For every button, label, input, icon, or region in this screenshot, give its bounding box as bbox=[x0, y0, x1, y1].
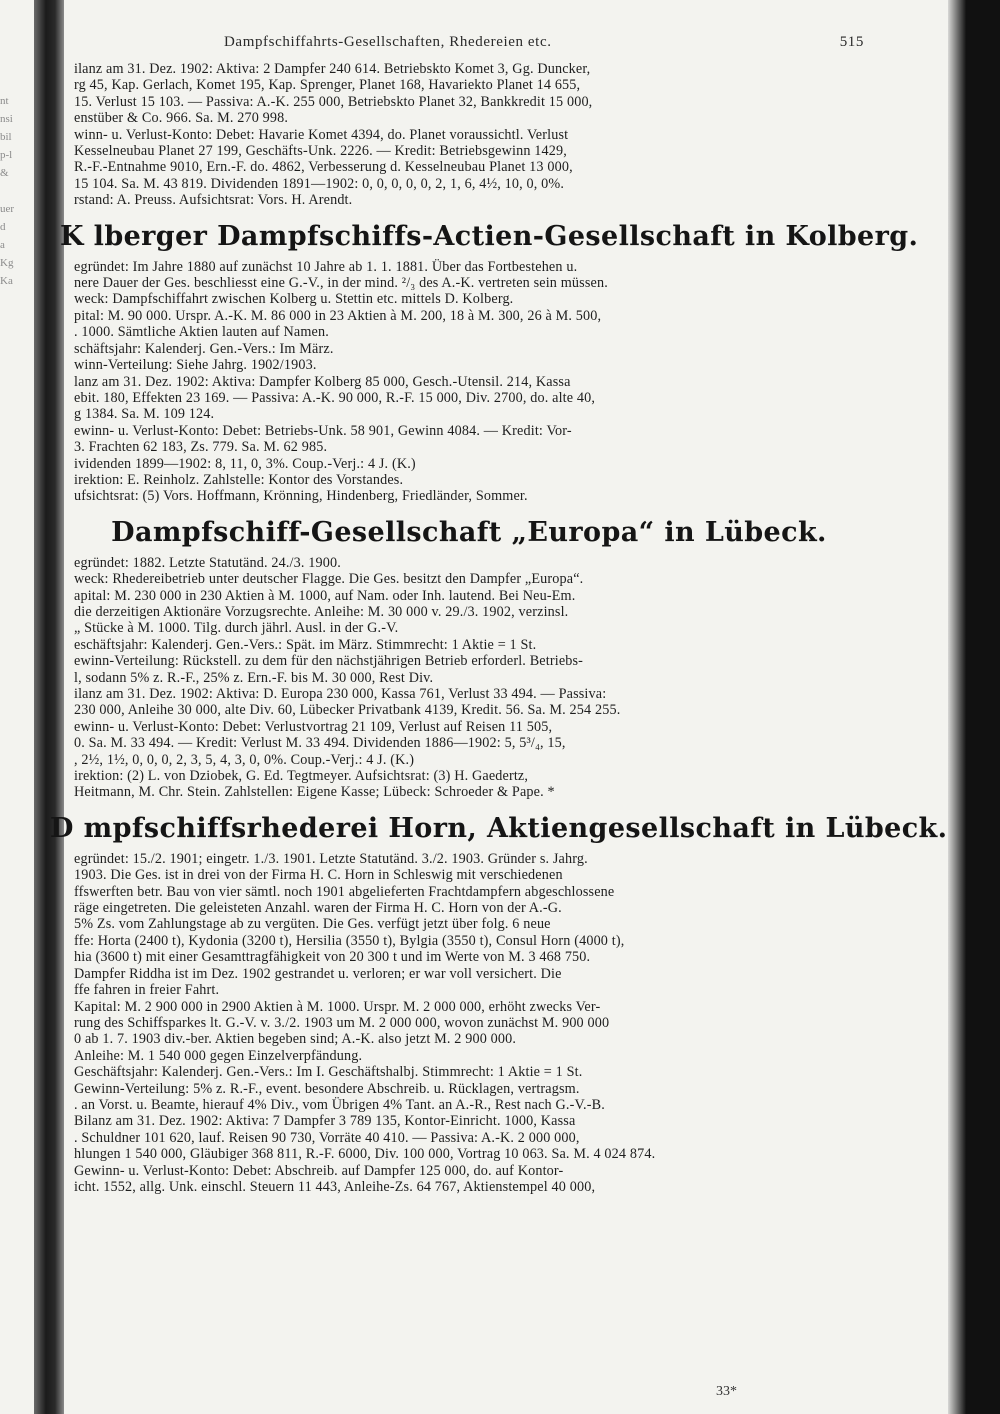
gutter-fragment: p-l bbox=[0, 150, 13, 161]
text-line: egründet: 1882. Letzte Statutänd. 24./3. 1900. bbox=[74, 554, 341, 571]
text-line: ividenden 1899—1902: 8, 11, 0, 3%. Coup.-Verj.: 4 J. (K.) bbox=[74, 455, 416, 472]
text-line: Gewinn-Verteilung: 5% z. R.-F., event. besondere Abschreib. u. Rücklagen, vertragsm. bbox=[74, 1080, 580, 1097]
section-horn bbox=[50, 809, 948, 1196]
gutter-fragment: a bbox=[0, 240, 5, 251]
page-number: 515 bbox=[839, 34, 864, 50]
text-line: , 2½, 1½, 0, 0, 0, 2, 3, 5, 4, 3, 0, 0%. Coup.-Verj.: 4 J. (K.) bbox=[74, 751, 415, 768]
text-line: egründet: 15./2. 1901; eingetr. 1./3. 1901. Letzte Statutänd. 3./2. 1903. Gründer s. Jahrg. bbox=[74, 850, 588, 867]
gutter-fragment: nt bbox=[0, 96, 9, 107]
signature-mark: 33* bbox=[716, 1384, 737, 1399]
text-line: „ Stücke à M. 1000. Tilg. durch jährl. Ausl. in der G.-V. bbox=[74, 620, 399, 637]
text-line: 15 104. Sa. M. 43 819. Dividenden 1891—1902: 0, 0, 0, 0, 0, 2, 1, 6, 4½, 10, 0, 0%. bbox=[74, 175, 565, 192]
text-line: ffswerften betr. Bau von vier sämtl. noch 1901 abgelieferten Frachtdampfern abgeschlossene bbox=[74, 883, 615, 900]
text-line: . 1000. Sämtliche Aktien lauten auf Namen. bbox=[74, 324, 329, 341]
text-line: ewinn- u. Verlust-Konto: Debet: Verlustvortrag 21 109, Verlust auf Reisen 11 505, bbox=[74, 718, 553, 735]
gutter-fragment: & bbox=[0, 168, 9, 179]
text-line: R.-F.-Entnahme 9010, Ern.-F. do. 4862, Verbesserung d. Kesselneubau Planet 13 000, bbox=[74, 159, 573, 176]
text-line: 3. Frachten 62 183, Zs. 779. Sa. M. 62 985. bbox=[74, 439, 328, 456]
text-line: ebit. 180, Effekten 23 169. — Passiva: A.-K. 90 000, R.-F. 15 000, Div. 2700, do. alte 40, bbox=[74, 389, 596, 406]
text-line: 0 ab 1. 7. 1903 div.-ber. Aktien begeben sind; A.-K. also jetzt M. 2 900 000. bbox=[74, 1031, 517, 1048]
section-kolberg bbox=[60, 217, 919, 505]
text-line: eschäftsjahr: Kalenderj. Gen.-Vers.: Spät. im März. Stimmrecht: 1 Aktie = 1 St. bbox=[74, 636, 537, 653]
text-line: ilanz am 31. Dez. 1902: Aktiva: 2 Dampfer 240 614. Betriebskto Komet 3, Gg. Duncker, bbox=[74, 61, 591, 77]
binding-shadow bbox=[34, 0, 64, 1414]
text-line: ffe fahren in freier Fahrt. bbox=[74, 982, 220, 999]
text-line: 15. Verlust 15 103. — Passiva: A.-K. 255 000, Betriebskto Planet 32, Bankkredit 15 000, bbox=[74, 93, 593, 110]
text-line: l, sodann 5% z. R.-F., 25% z. Ern.-F. bis M. 30 000, Rest Div. bbox=[74, 669, 434, 686]
text-line: Bilanz am 31. Dez. 1902: Aktiva: 7 Dampfer 3 789 135, Kontor-Einricht. 1000, Kassa bbox=[74, 1113, 576, 1130]
text-line: ufsichtsrat: (5) Vors. Hoffmann, Krönning, Hindenberg, Friedländer, Sommer. bbox=[74, 488, 528, 505]
text-line: rstand: A. Preuss. Aufsichtsrat: Vors. H. Arendt. bbox=[74, 192, 353, 209]
text-line: Gewinn- u. Verlust-Konto: Debet: Abschreib. auf Dampfer 125 000, do. auf Kontor- bbox=[74, 1162, 564, 1179]
text-line: ffe: Horta (2400 t), Kydonia (3200 t), Hersilia (3550 t), Bylgia (3550 t), Consul Horn (4000 t), bbox=[74, 932, 625, 949]
text-line: 1903. Die Ges. ist in drei von der Firma H. C. Horn in Schleswig mit verschiedenen bbox=[74, 867, 563, 884]
text-line: räge eingetreten. Die geleisteten Anzahl. waren der Firma H. C. Horn von der A.-G. bbox=[74, 900, 562, 917]
text-line: icht. 1552, allg. Unk. einschl. Steuern 11 443, Anleihe-Zs. 64 767, Aktienstempel 40 000, bbox=[74, 1178, 596, 1195]
text-line: enstüber & Co. 966. Sa. M. 270 998. bbox=[74, 110, 289, 127]
gutter-fragment: Ka bbox=[0, 276, 13, 287]
text-line: lanz am 31. Dez. 1902: Aktiva: Dampfer Kolberg 85 000, Gesch.-Utensil. 214, Kassa bbox=[74, 373, 571, 390]
section-title: K lberger Dampfschiffs-Actien-Gesellschaft in Kolberg. bbox=[60, 220, 919, 252]
gutter-fragment: bil bbox=[0, 132, 12, 143]
text-line: Kesselneubau Planet 27 199, Geschäfts-Unk. 2226. — Kredit: Betriebsgewinn 1429, bbox=[74, 143, 567, 160]
text-line: g 1384. Sa. M. 109 124. bbox=[74, 406, 215, 423]
text-line: nere Dauer der Ges. beschliesst eine G.-V., in der mind. ²/₃ des A.-K. vertreten sein müssen. bbox=[74, 275, 608, 292]
header-title: Dampfschiffahrts-Gesellschaften, Rhedereien etc. bbox=[224, 34, 552, 50]
text-line: winn-Verteilung: Siehe Jahrg. 1902/1903. bbox=[74, 357, 317, 374]
text-line: 230 000, Anleihe 30 000, alte Div. 60, Lübecker Privatbank 4139, Kredit. 56. Sa. M. 254 255. bbox=[74, 702, 621, 719]
text-line: irektion: E. Reinholz. Zahlstelle: Kontor des Vorstandes. bbox=[74, 471, 404, 488]
gutter-fragment: uer bbox=[0, 204, 15, 215]
text-line: Dampfer Riddha ist im Dez. 1902 gestrandet u. verloren; er war voll versichert. Die bbox=[74, 965, 562, 982]
section-continuation bbox=[74, 61, 864, 209]
text-line: weck: Rhedereibetrieb unter deutscher Flagge. Die Ges. besitzt den Dampfer „Europa“. bbox=[74, 571, 584, 588]
scan-edge bbox=[948, 0, 1000, 1414]
text-line: . an Vorst. u. Beamte, hierauf 4% Div., vom Übrigen 4% Tant. an A.-R., Rest nach G.-V.-B. bbox=[74, 1096, 605, 1113]
text-line: . Schuldner 101 620, lauf. Reisen 90 730, Vorräte 40 410. — Passiva: A.-K. 2 000 000, bbox=[74, 1129, 580, 1146]
gutter-fragment: nsi bbox=[0, 114, 13, 125]
section-title: Dampfschiff-Gesellschaft „Europa“ in Lübeck. bbox=[111, 516, 827, 548]
text-line: irektion: (2) L. von Dziobek, G. Ed. Tegtmeyer. Aufsichtsrat: (3) H. Gaedertz, bbox=[74, 768, 529, 785]
text-line: ilanz am 31. Dez. 1902: Aktiva: D. Europa 230 000, Kassa 761, Verlust 33 494. — Passiva: bbox=[74, 686, 607, 702]
text-line: die derzeitigen Aktionäre Vorzugsrechte. Anleihe: M. 30 000 v. 29./3. 1902, verzinsl. bbox=[74, 603, 569, 620]
gutter-fragment: Kg bbox=[0, 258, 14, 269]
page-content bbox=[50, 34, 948, 1195]
text-line: rg 45, Kap. Gerlach, Komet 195, Kap. Sprenger, Planet 168, Havariekto Planet 14 655, bbox=[74, 77, 581, 94]
text-line: Anleihe: M. 1 540 000 gegen Einzelverpfändung. bbox=[74, 1047, 363, 1064]
text-line: weck: Dampfschiffahrt zwischen Kolberg u. Stettin etc. mittels D. Kolberg. bbox=[74, 291, 514, 308]
text-line: Geschäftsjahr: Kalenderj. Gen.-Vers.: Im I. Geschäftshalbj. Stimmrecht: 1 Aktie = 1 St. bbox=[74, 1064, 583, 1081]
text-line: Heitmann, M. Chr. Stein. Zahlstellen: Eigene Kasse; Lübeck: Schroeder & Pape. * bbox=[74, 784, 555, 801]
section-europa bbox=[74, 513, 864, 801]
text-line: hia (3600 t) mit einer Gesamttragfähigkeit von 20 300 t und im Werte von M. 3 468 750. bbox=[74, 949, 591, 966]
gutter-fragment: d bbox=[0, 222, 6, 233]
text-line: hlungen 1 540 000, Gläubiger 368 811, R.-F. 6000, Div. 100 000, Vortrag 10 063. Sa. M. 4 024 874. bbox=[74, 1146, 656, 1163]
text-line: Kapital: M. 2 900 000 in 2900 Aktien à M. 1000. Urspr. M. 2 000 000, erhöht zwecks Ver- bbox=[74, 998, 601, 1015]
text-line: apital: M. 230 000 in 230 Aktien à M. 1000, auf Nam. oder Inh. lautend. Bei Neu-Em. bbox=[74, 587, 576, 604]
text-line: 5% Zs. vom Zahlungstage ab zu vergüten. Die Ges. verfügt jetzt über folg. 6 neue bbox=[74, 916, 551, 933]
text-line: pital: M. 90 000. Urspr. A.-K. M. 86 000 in 23 Aktien à M. 200, 18 à M. 300, 26 à M. 500, bbox=[74, 307, 602, 324]
text-line: ewinn- u. Verlust-Konto: Debet: Betriebs-Unk. 58 901, Gewinn 4084. — Kredit: Vor- bbox=[74, 422, 572, 439]
text-line: ewinn-Verteilung: Rückstell. zu dem für den nächstjährigen Betrieb erforderl. Betriebs- bbox=[74, 653, 584, 670]
running-header bbox=[74, 34, 864, 51]
text-line: egründet: Im Jahre 1880 auf zunächst 10 Jahre ab 1. 1. 1881. Über das Fortbestehen u. bbox=[74, 258, 578, 275]
text-line: schäftsjahr: Kalenderj. Gen.-Vers.: Im März. bbox=[74, 340, 334, 357]
text-line: 0. Sa. M. 33 494. — Kredit: Verlust M. 33 494. Dividenden 1886—1902: 5, 5³/₄, 15, bbox=[74, 735, 566, 752]
section-title: D mpfschiffsrhederei Horn, Aktiengesellschaft in Lübeck. bbox=[50, 812, 948, 844]
text-line: rung des Schiffsparkes lt. G.-V. v. 3./2. 1903 um M. 2 000 000, wovon zunächst M. 900 000 bbox=[74, 1014, 610, 1031]
text-line: winn- u. Verlust-Konto: Debet: Havarie Komet 4394, do. Planet voraussichtl. Verlust bbox=[74, 126, 569, 143]
